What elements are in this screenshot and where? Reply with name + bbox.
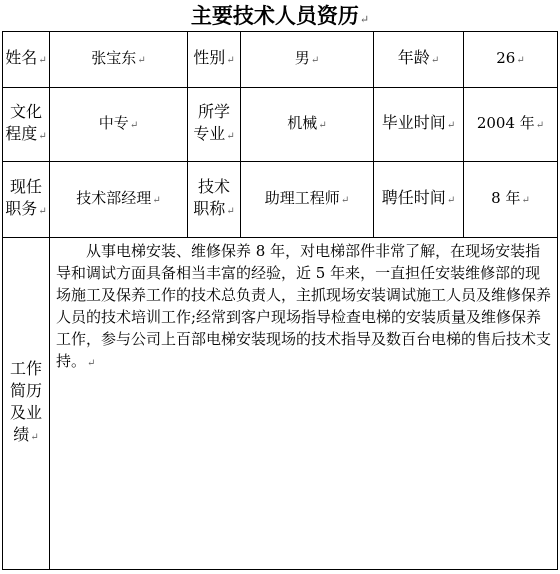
education-label: 文化 程度↵ (3, 88, 50, 162)
page-title-text: 主要技术人员资历 (190, 3, 359, 28)
graduation-value: 2004 年↵ (464, 88, 558, 162)
gender-label: 性别↵ (188, 32, 241, 88)
paragraph-mark-icon: ↵ (430, 55, 440, 66)
major-value: 机械↵ (241, 88, 374, 162)
position-label: 现任 职务↵ (3, 162, 50, 238)
paragraph-mark-icon: ↵ (226, 55, 235, 66)
paragraph-mark-icon: ↵ (446, 120, 456, 131)
paragraph-mark-icon: ↵ (535, 120, 545, 131)
tenure-label: 聘任时间↵ (374, 162, 464, 238)
work-history-narrative: 从事电梯安装、维修保养 8 年，对电梯部件非常了解，在现场安装指导和调试方面具备相当丰富的经验，近 5 年来，一直担任安装维修部的现场施工及保养工作的技术总负责人，主抓现场安装调试施工人员及维修保养人员的技术培训工作;经常到客户现场指导检查电梯的安装质量及维修保养工作，参与公司上百部电梯安装现场的技术指导及数百台电梯的售后技术支持。↵ (50, 238, 558, 570)
paragraph-mark-icon: ↵ (30, 432, 39, 443)
paragraph-mark-icon: ↵ (137, 55, 146, 66)
paragraph-mark-icon: ↵ (340, 195, 350, 206)
position-value: 技术部经理↵ (50, 162, 188, 238)
paragraph-mark-icon: ↵ (516, 55, 525, 66)
gender-value: 男↵ (241, 32, 374, 88)
work-history-label: 工作 简历 及业 绩↵ (3, 238, 50, 570)
paragraph-mark-icon: ↵ (38, 131, 47, 142)
table-row (3, 162, 558, 238)
table-row (3, 88, 558, 162)
age-label: 年龄↵ (374, 32, 464, 88)
paragraph-mark-icon: ↵ (310, 55, 320, 66)
paragraph-mark-icon: ↵ (359, 13, 370, 26)
table-row (3, 238, 558, 570)
paragraph-mark-icon: ↵ (87, 358, 96, 369)
paragraph-mark-icon: ↵ (226, 131, 235, 142)
tenure-value: 8 年↵ (464, 162, 558, 238)
name-value: 张宝东↵ (50, 32, 188, 88)
paragraph-mark-icon: ↵ (38, 206, 47, 217)
name-label: 姓名↵ (3, 32, 50, 88)
paragraph-mark-icon: ↵ (318, 120, 327, 131)
paragraph-mark-icon: ↵ (521, 195, 530, 206)
resume-table (2, 31, 558, 570)
table-row (3, 32, 558, 88)
paragraph-mark-icon: ↵ (446, 195, 456, 206)
page-title (0, 2, 560, 30)
major-label: 所学 专业↵ (188, 88, 241, 162)
paragraph-mark-icon: ↵ (226, 206, 235, 217)
paragraph-mark-icon: ↵ (152, 195, 161, 206)
paragraph-mark-icon: ↵ (129, 120, 139, 131)
paragraph-mark-icon: ↵ (38, 55, 47, 66)
graduation-label: 毕业时间↵ (374, 88, 464, 162)
age-value: 26↵ (464, 32, 558, 88)
tech-title-label: 技术 职称↵ (188, 162, 241, 238)
education-value: 中专↵ (50, 88, 188, 162)
tech-title-value: 助理工程师↵ (241, 162, 374, 238)
